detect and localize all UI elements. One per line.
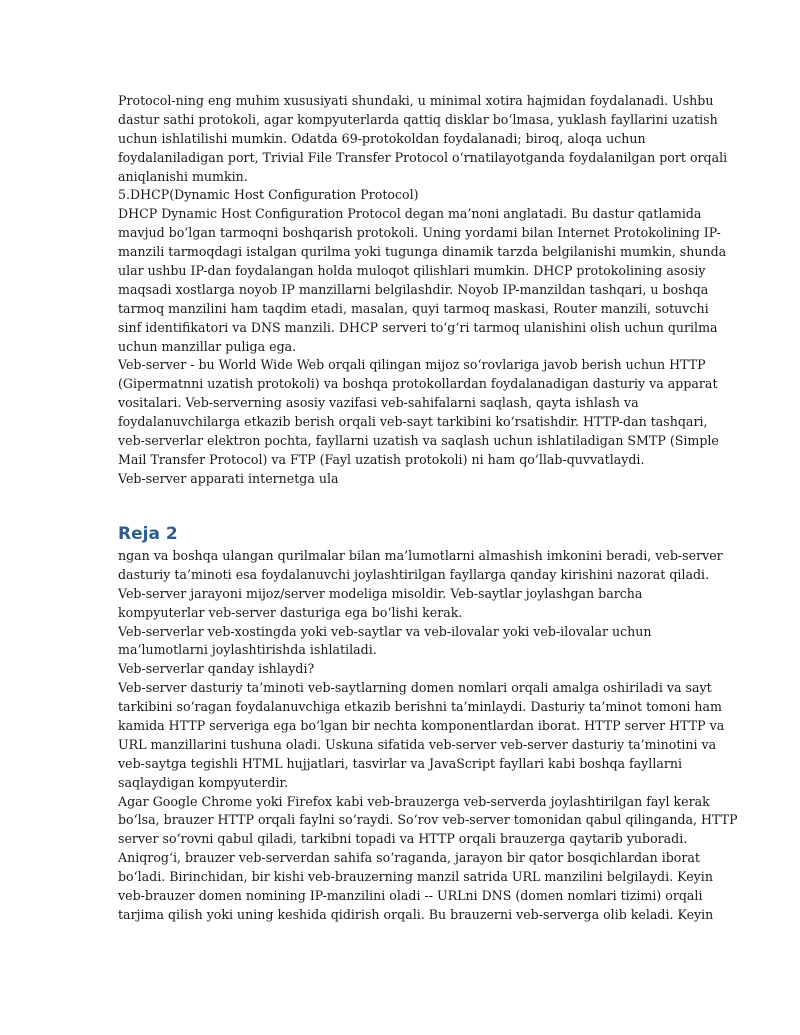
text-line: dastur sathi protokoli, agar kompyuterlarda qattiq disklar bo‘lmasa, yuklash fayllarini uzatish — [118, 111, 718, 127]
text-line: tarjima qilish yoki uning keshida qidirish orqali. Bu brauzerni veb-serverga olib keladi. Keyin — [118, 906, 714, 922]
text-line: aniqlanishi mumkin. — [118, 168, 248, 184]
text-line: DHCP Dynamic Host Configuration Protocol degan ma’noni anglatadi. Bu dastur qatlamida — [118, 206, 702, 222]
text-line: manzili tarmoqdagi istalgan qurilma yoki tugunga dinamik tarzda belgilanishi mumkin, shunda — [118, 244, 727, 260]
text-line: Veb-serverlar veb-xostingda yoki veb-saytlar va veb-ilovalar yoki veb-ilovalar uchun — [118, 623, 652, 639]
text-line: uchun manzillar puliga ega. — [118, 338, 297, 354]
text-block-top — [118, 92, 728, 489]
text-line: bo‘lsa, brauzer HTTP orqali faylni so‘raydi. So‘rov veb-server tomonidan qabul qilinganda, HTTP — [118, 812, 738, 828]
section-heading: Reja 2 — [118, 524, 178, 544]
text-line: vositalari. Veb-serverning asosiy vazifasi veb-sahifalarni saqlash, qayta ishlash va — [118, 395, 639, 411]
text-line: Aniqrog‘i, brauzer veb-serverdan sahifa so‘raganda, jarayon bir qator bosqichlardan iborat — [118, 850, 700, 866]
text-line: Mail Transfer Protocol) va FTP (Fayl uzatish protokoli) ni ham qo‘llab-quvvatlaydi. — [118, 451, 645, 467]
text-line: server so‘rovni qabul qiladi, tarkibni topadi va HTTP orqali brauzerga qaytarib yuboradi. — [118, 831, 688, 847]
text-block-bottom — [118, 547, 738, 925]
text-line: Veb-server jarayoni mijoz/server modeliga misoldir. Veb-saytlar joylashgan barcha — [118, 585, 643, 601]
text-line: tarkibini so‘ragan foydalanuvchiga etkazib berishni ta’minlaydi. Dasturiy ta’minot tomoni ham — [118, 699, 722, 715]
text-line: mavjud bo‘lgan tarmoqni boshqarish protokoli. Uning yordami bilan Internet Protokolining IP- — [118, 225, 721, 241]
text-line: 5.DHCP(Dynamic Host Configuration Protocol) — [118, 187, 419, 203]
text-line: maqsadi xostlarga noyob IP manzillarni belgilashdir. Noyob IP-manzildan tashqari, u boshqa — [118, 281, 709, 297]
text-line: saqlaydigan kompyuterdir. — [118, 774, 289, 790]
text-line: Veb-serverlar qanday ishlaydi? — [118, 661, 315, 677]
text-line: dasturiy ta’minoti esa foydalanuvchi joylashtirilgan fayllarga qanday kirishini nazorat qiladi. — [118, 566, 710, 582]
text-line: URL manzillarini tushuna oladi. Uskuna sifatida veb-server veb-server dasturiy ta’minotini va — [118, 736, 717, 752]
text-line: ma’lumotlarni joylashtirishda ishlatiladi. — [118, 642, 377, 658]
text-line: Veb-server dasturiy ta’minoti veb-saytlarning domen nomlari orqali amalga oshiriladi va sayt — [118, 680, 712, 696]
text-line: foydalanuvchilarga etkazib berish orqali veb-sayt tarkibini ko‘rsatishdir. HTTP-dan tashqari, — [118, 414, 708, 430]
text-line: ngan va boshqa ulangan qurilmalar bilan ma’lumotlarni almashish imkonini beradi, veb-server — [118, 548, 723, 563]
text-line: uchun ishlatilishi mumkin. Odatda 69-protokoldan foydalanadi; biroq, aloqa uchun — [118, 130, 646, 146]
text-line: Veb-server apparati internetga ula — [118, 470, 339, 486]
text-line: bo‘ladi. Birinchidan, bir kishi veb-brauzerning manzil satrida URL manzilini belgilaydi. Keyin — [118, 869, 713, 885]
text-line: Veb-server - bu World Wide Web orqali qilingan mijoz so‘rovlariga javob berish uchun HTTP — [118, 357, 706, 373]
text-line: Agar Google Chrome yoki Firefox kabi veb-brauzerga veb-serverda joylashtirilgan fayl kerak — [118, 793, 710, 809]
text-line: veb-brauzer domen nomining IP-manzilini oladi -- URLni DNS (domen nomlari tizimi) orqali — [118, 888, 703, 904]
text-line: Protocol-ning eng muhim xususiyati shundaki, u minimal xotira hajmidan foydalanadi. Ushbu — [118, 93, 714, 108]
text-line: foydalaniladigan port, Trivial File Transfer Protocol o‘rnatilayotganda foydalanilgan port orqali — [118, 149, 728, 165]
text-line: tarmoq manzilini ham taqdim etadi, masalan, quyi tarmoq maskasi, Router manzili, sotuvchi — [118, 300, 709, 316]
text-line: (Gipermatnni uzatish protokoli) va boshqa protokollardan foydalanadigan dasturiy va apparat — [118, 376, 718, 392]
text-line: kompyuterlar veb-server dasturiga ega bo‘lishi kerak. — [118, 604, 463, 620]
text-line: veb-serverlar elektron pochta, fayllarni uzatish va saqlash uchun ishlatiladigan SMTP (Simple — [118, 433, 719, 449]
text-line: ular ushbu IP-dan foydalangan holda muloqot qilishlari mumkin. DHCP protokolining asosiy — [118, 263, 706, 279]
text-line: sinf identifikatori va DNS manzili. DHCP serveri to‘g‘ri tarmoq ulanishini olish uchun qurilma — [118, 319, 718, 335]
text-line: kamida HTTP serveriga ega bo‘lgan bir nechta komponentlardan iborat. HTTP server HTTP va — [118, 718, 725, 734]
text-line: veb-saytga tegishli HTML hujjatlari, tasvirlar va JavaScript fayllari kabi boshqa fayllarni — [118, 755, 683, 771]
